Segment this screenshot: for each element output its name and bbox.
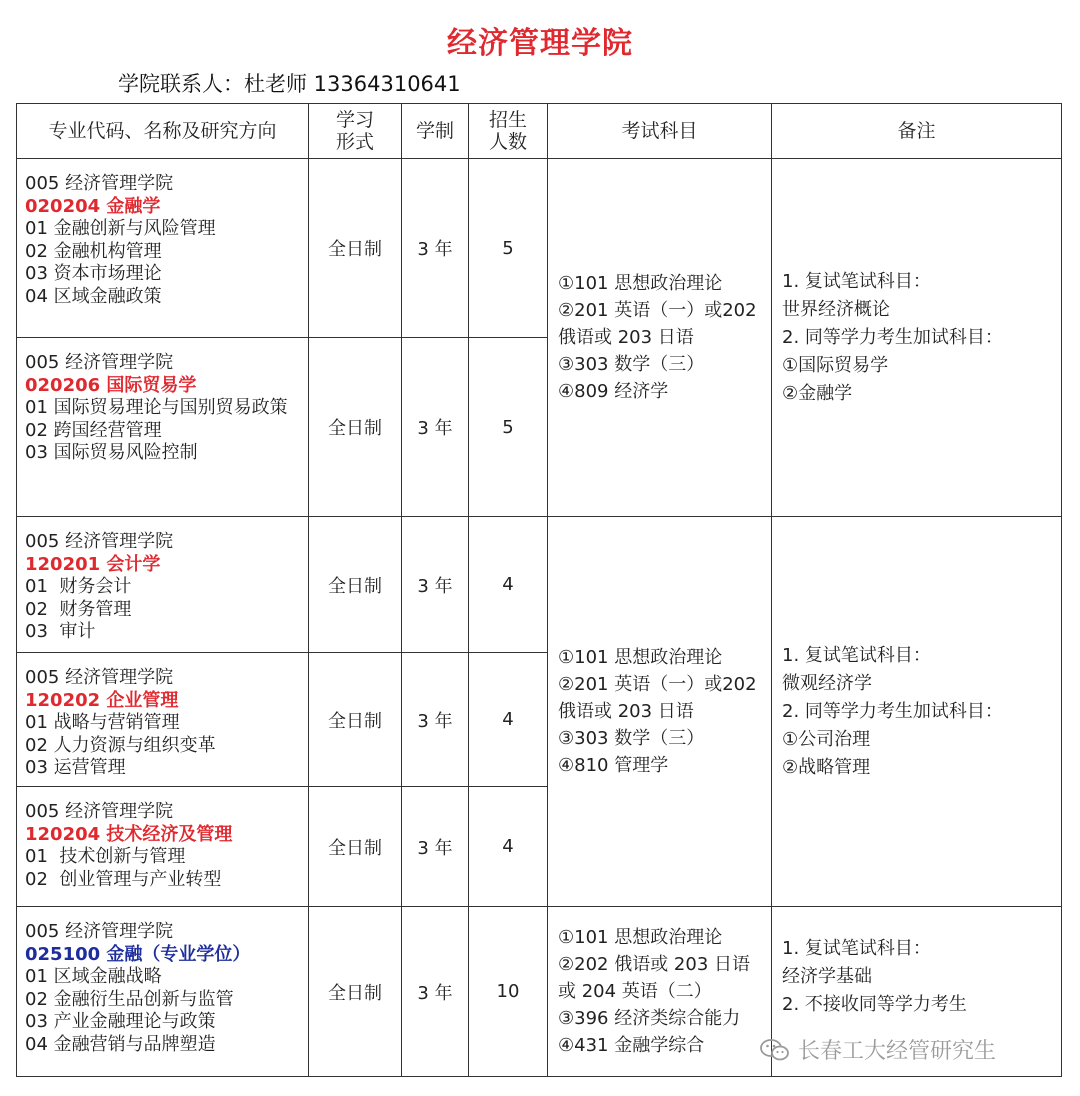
page-title: 经济管理学院 [447,26,633,61]
duration: 3 年 [402,338,469,517]
program-cell [17,517,309,653]
duration: 3 年 [402,653,469,787]
program-code: 020206 国际贸易学 [25,374,197,396]
direction: 02 创业管理与产业转型 [25,868,222,890]
quota: 10 [469,907,548,1077]
header-program: 专业代码、名称及研究方向 [17,104,309,159]
watermark-text: 长春工大经管研究生 [798,1039,997,1064]
exam-subjects: ①101 思想政治理论 ②201 英语（一）或202 俄语或 203 日语 ③303 数学（三） ④810 管理学 [548,517,772,907]
direction: 01 财务会计 [25,576,132,597]
program-code: 120204 技术经济及管理 [25,823,233,845]
direction: 03 资本市场理论 [25,263,162,284]
study-mode: 全日制 [309,159,402,338]
program-code: 025100 金融（专业学位） [25,943,251,965]
duration: 3 年 [402,517,469,653]
program-code: 020204 金融学 [25,195,161,217]
header-study-mode: 学习 形式 [309,104,402,159]
direction: 04 金融营销与品牌塑造 [25,1033,216,1055]
exam-subjects: ①101 思想政治理论 ②202 俄语或 203 日语或 204 英语（二） ③396 经济类综合能力 ④431 金融学综合 [548,907,772,1077]
quota: 4 [469,517,548,653]
study-mode: 全日制 [309,517,402,653]
direction: 03 国际贸易风险控制 [25,442,198,463]
quota: 4 [469,653,548,787]
exam-subjects: ①101 思想政治理论 ②201 英语（一）或202 俄语或 203 日语 ③303 数学（三） ④809 经济学 [548,159,772,517]
table-row [17,159,1062,338]
program-cell [17,787,309,907]
program-cell [17,159,309,338]
program-cell [17,653,309,787]
contact-line: 学院联系人：杜老师 13364310641 [118,72,461,96]
direction: 03 运营管理 [25,757,126,778]
notes-cell: 1. 复试笔试科目： 世界经济概论 2. 同等学力考生加试科目： ①国际贸易学 ②金融学 [772,159,1062,517]
direction: 01 技术创新与管理 [25,846,186,867]
direction: 01 区域金融战略 [25,966,162,987]
direction: 02 人力资源与组织变革 [25,734,216,756]
program-code: 120201 会计学 [25,553,161,575]
quota: 5 [469,338,548,517]
wechat-icon [760,1038,790,1062]
watermark [760,1034,996,1065]
direction: 03 产业金融理论与政策 [25,1011,216,1032]
table-row [17,517,1062,653]
header-quota: 招生 人数 [469,104,548,159]
study-mode: 全日制 [309,787,402,907]
study-mode: 全日制 [309,338,402,517]
school-name: 005 经济管理学院 [25,667,174,688]
header-exam-subjects: 考试科目 [548,104,772,159]
direction: 01 国际贸易理论与国别贸易政策 [25,397,288,418]
school-name: 005 经济管理学院 [25,531,174,552]
direction: 01 金融创新与风险管理 [25,218,216,239]
school-name: 005 经济管理学院 [25,173,174,194]
quota: 4 [469,787,548,907]
admissions-table [16,103,1062,1077]
direction: 02 金融衍生品创新与监管 [25,988,234,1010]
header-duration: 学制 [402,104,469,159]
program-cell [17,907,309,1077]
school-name: 005 经济管理学院 [25,801,174,822]
study-mode: 全日制 [309,907,402,1077]
quota: 5 [469,159,548,338]
notes-cell: 1. 复试笔试科目： 经济学基础 2. 不接收同等学力考生 [772,907,1062,1077]
direction: 03 审计 [25,621,96,642]
school-name: 005 经济管理学院 [25,352,174,373]
school-name: 005 经济管理学院 [25,921,174,942]
header-notes: 备注 [772,104,1062,159]
study-mode: 全日制 [309,653,402,787]
direction: 02 财务管理 [25,598,132,620]
direction: 02 金融机构管理 [25,240,162,262]
notes-cell: 1. 复试笔试科目： 微观经济学 2. 同等学力考生加试科目： ①公司治理 ②战略管理 [772,517,1062,907]
duration: 3 年 [402,907,469,1077]
duration: 3 年 [402,787,469,907]
table-header-row [17,104,1062,159]
direction: 01 战略与营销管理 [25,712,180,733]
direction: 02 跨国经营管理 [25,419,162,441]
direction: 04 区域金融政策 [25,285,162,307]
program-code: 120202 企业管理 [25,689,179,711]
duration: 3 年 [402,159,469,338]
program-cell [17,338,309,517]
